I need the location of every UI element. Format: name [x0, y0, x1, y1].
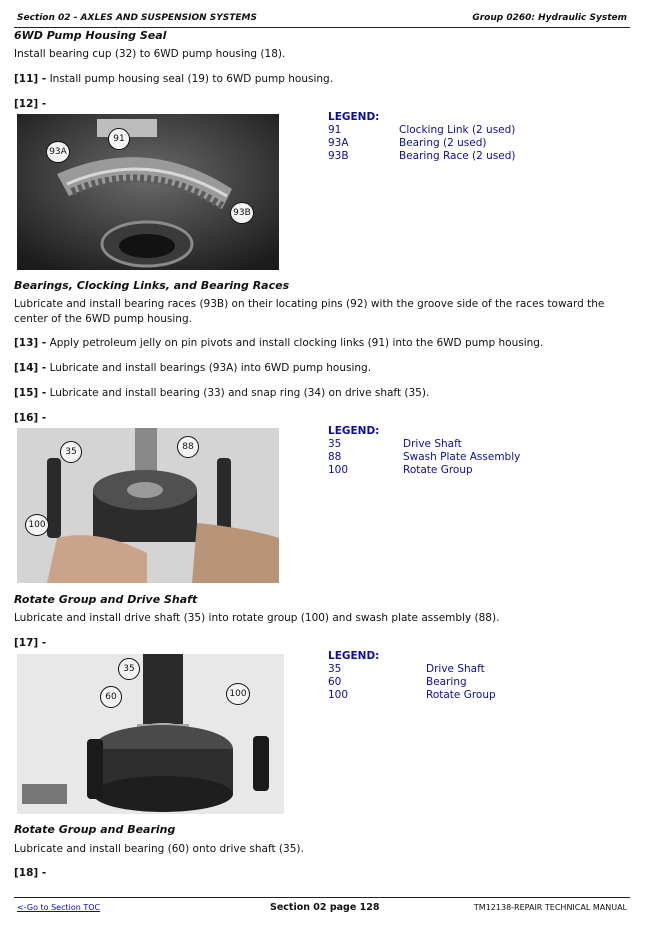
legend-description: Clocking Link (2 used) [399, 124, 516, 136]
drive-shaft-illustration [17, 654, 284, 814]
step-text: Install pump housing seal (19) to 6WD pump housing. [46, 73, 334, 85]
footer-divider [14, 897, 630, 898]
step-number: [13] - [14, 337, 47, 349]
legend-title: LEGEND: [328, 650, 380, 662]
step-text: Lubricate and install bearing (33) and snap ring (34) on drive shaft (35). [46, 387, 430, 399]
section-toc-link[interactable]: <-Go to Section TOC [17, 903, 101, 912]
legend-row [328, 451, 568, 464]
housing-illustration [17, 114, 279, 270]
rotate-group-illustration [17, 428, 279, 583]
callout-88: 88 [177, 436, 199, 458]
group-title: Group 0260: Hydraulic System [472, 13, 627, 23]
step-16: [16] - [14, 412, 47, 424]
rotate-group-photo [17, 428, 279, 583]
legend-row [328, 150, 568, 163]
legend-2 [328, 425, 568, 477]
paragraph-install-drive-shaft: Lubricate and install drive shaft (35) into rotate group (100) and swash plate assembly (88). [14, 612, 500, 624]
heading-pump-housing-seal: 6WD Pump Housing Seal [14, 29, 167, 42]
legend-row [328, 689, 568, 702]
legend-description: Drive Shaft [426, 663, 485, 675]
heading-rotate-group-drive-shaft: Rotate Group and Drive Shaft [14, 593, 198, 606]
step-text: Lubricate and install bearings (93A) into 6WD pump housing. [46, 362, 372, 374]
legend-number: 100 [328, 689, 349, 701]
legend-row [328, 137, 568, 150]
step-text: Apply petroleum jelly on pin pivots and install clocking links (91) into the 6WD pump housing. [46, 337, 544, 349]
legend-description: Swash Plate Assembly [403, 451, 521, 463]
legend-description: Drive Shaft [403, 438, 462, 450]
callout-35: 35 [60, 441, 82, 463]
legend-description: Bearing [426, 676, 467, 688]
step-number: [15] - [14, 387, 47, 399]
step-12: [12] - [14, 98, 47, 110]
page-number: Section 02 page 128 [270, 902, 380, 913]
callout-93b: 93B [230, 202, 254, 224]
callout-93a: 93A [46, 141, 70, 163]
step-13 [14, 336, 624, 351]
drive-shaft-bearing-photo [17, 654, 284, 814]
header-divider [14, 27, 630, 28]
step-11 [14, 72, 624, 87]
legend-description: Bearing (2 used) [399, 137, 487, 149]
step-number: [11] - [14, 73, 47, 85]
legend-number: 93B [328, 150, 349, 162]
legend-number: 88 [328, 451, 342, 463]
callout-91: 91 [108, 128, 130, 150]
heading-rotate-group-bearing: Rotate Group and Bearing [14, 823, 176, 836]
legend-number: 93A [328, 137, 349, 149]
callout-100: 100 [25, 514, 49, 536]
paragraph-install-bearing: Lubricate and install bearing (60) onto drive shaft (35). [14, 843, 304, 855]
legend-1 [328, 111, 568, 163]
legend-number: 100 [328, 464, 349, 476]
paragraph-install-bearing-cup: Install bearing cup (32) to 6WD pump housing (18). [14, 48, 286, 60]
legend-number: 35 [328, 663, 342, 675]
bearing-race-photo [17, 114, 279, 270]
step-18: [18] - [14, 867, 47, 879]
legend-row [328, 663, 568, 676]
callout-35: 35 [118, 658, 140, 680]
legend-row [328, 438, 568, 451]
legend-number: 35 [328, 438, 342, 450]
step-number: [14] - [14, 362, 47, 374]
legend-description: Bearing Race (2 used) [399, 150, 516, 162]
legend-title: LEGEND: [328, 425, 380, 437]
legend-number: 91 [328, 124, 342, 136]
legend-description: Rotate Group [426, 689, 496, 701]
callout-60: 60 [100, 686, 122, 708]
step-17: [17] - [14, 637, 47, 649]
step-15 [14, 386, 624, 401]
legend-row [328, 464, 568, 477]
legend-3 [328, 650, 568, 702]
heading-bearings-clocking-links: Bearings, Clocking Links, and Bearing Races [14, 279, 290, 292]
paragraph-bearing-races: Lubricate and install bearing races (93B) on their locating pins (92) with the groove side of the races toward the center of the 6WD pump housing. [14, 298, 605, 325]
legend-row [328, 124, 568, 137]
section-title: Section 02 - AXLES AND SUSPENSION SYSTEMS [17, 13, 257, 23]
manual-title: TM12138-REPAIR TECHNICAL MANUAL [473, 903, 627, 912]
legend-description: Rotate Group [403, 464, 473, 476]
legend-number: 60 [328, 676, 342, 688]
legend-row [328, 676, 568, 689]
step-14 [14, 361, 624, 376]
legend-title: LEGEND: [328, 111, 380, 123]
callout-100: 100 [226, 683, 250, 705]
